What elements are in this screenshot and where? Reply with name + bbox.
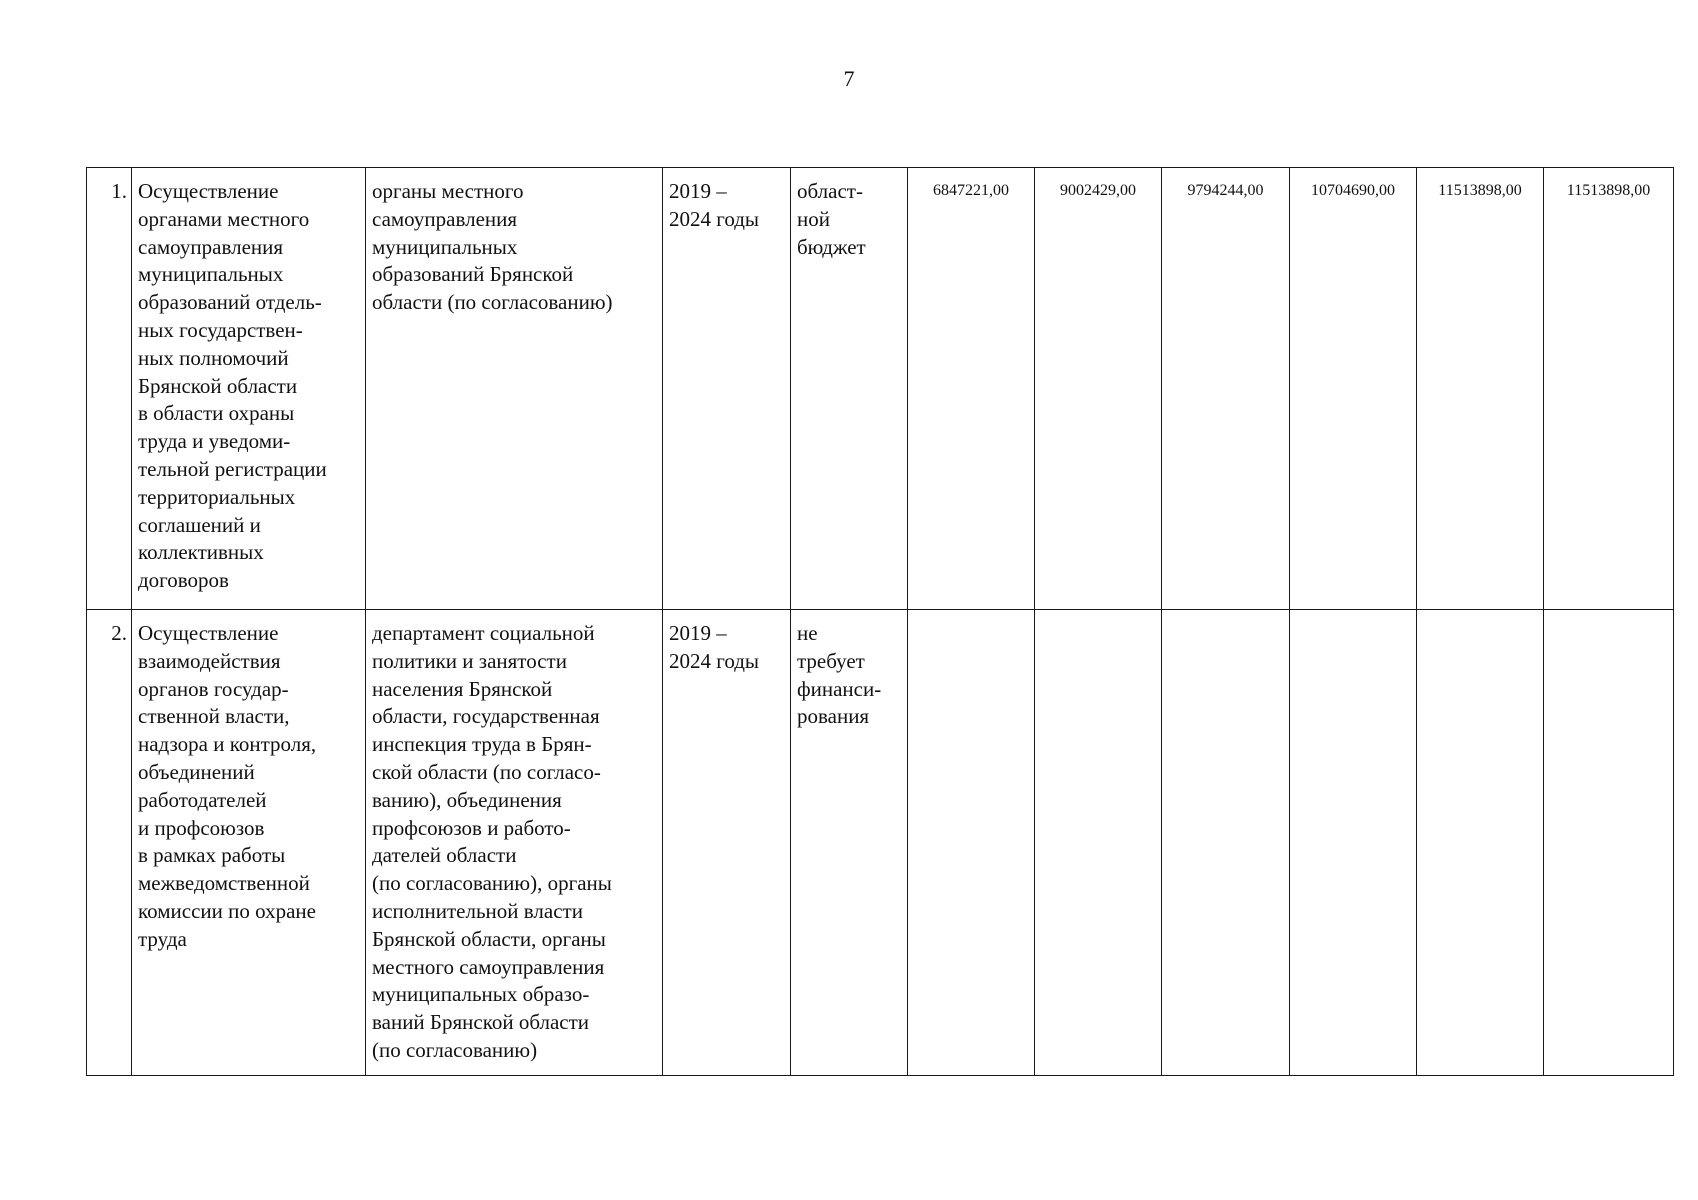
amount-cell [1417, 610, 1544, 1076]
period-cell: 2019 – 2024 годы [663, 610, 791, 1076]
activity-cell: Осуществление органами местного самоуправления муниципальных образований отдель- ных государствен- ных полномочий Брянской области в области охраны труда и уведоми- тельной регистрации территориальных соглашений и коллективных договоров [132, 168, 366, 610]
program-activities-table [86, 167, 1674, 1076]
amount-cell [908, 610, 1035, 1076]
amount-cell: 11513898,00 [1544, 168, 1674, 610]
activity-cell: Осуществление взаимодействия органов государ- ственной власти, надзора и контроля, объединений работодателей и профсоюзов в рамках работы межведомственной комиссии по охране труда [132, 610, 366, 1076]
executor-cell: департамент социальной политики и занятости населения Брянской области, государственная инспекция труда в Брян- ской области (по согласо- ванию), объединения профсоюзов и работо- дателей области (по согласованию), органы исполнительной власти Брянской области, органы местного самоуправления муниципальных образо- ваний Брянской области (по согласованию) [366, 610, 663, 1076]
executor-cell: органы местного самоуправления муниципальных образований Брянской области (по согласованию) [366, 168, 663, 610]
amount-cell: 10704690,00 [1290, 168, 1417, 610]
row-number: 2. [87, 610, 132, 1076]
amount-cell: 9002429,00 [1035, 168, 1162, 610]
amount-cell [1035, 610, 1162, 1076]
table-row [87, 610, 1674, 1076]
page-number: 7 [843, 66, 855, 91]
row-number: 1. [87, 168, 132, 610]
amount-cell: 9794244,00 [1162, 168, 1290, 610]
amount-cell [1290, 610, 1417, 1076]
period-cell: 2019 – 2024 годы [663, 168, 791, 610]
funding-source-cell: област- ной бюджет [791, 168, 908, 610]
amount-cell: 6847221,00 [908, 168, 1035, 610]
amount-cell: 11513898,00 [1417, 168, 1544, 610]
funding-source-cell: не требует финанси- рования [791, 610, 908, 1076]
amount-cell [1544, 610, 1674, 1076]
amount-cell [1162, 610, 1290, 1076]
table-row [87, 168, 1674, 610]
